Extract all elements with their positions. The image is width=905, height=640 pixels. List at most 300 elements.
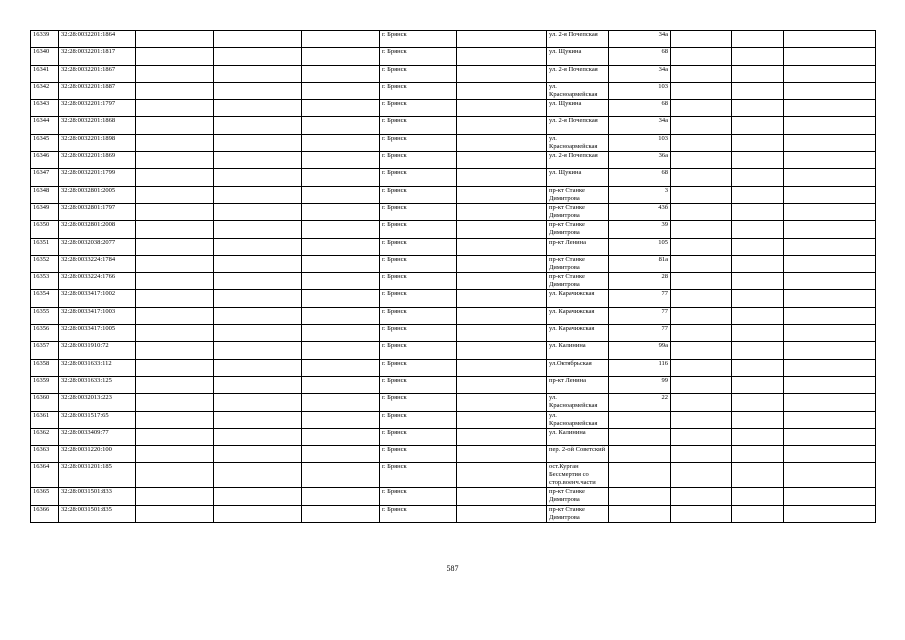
cell-empty [136,238,214,255]
cell-empty [457,505,547,522]
cell-empty [214,359,302,376]
cell-empty [214,273,302,290]
cell-empty [302,31,380,48]
cell-city: г. Брянск [380,505,457,522]
cell-empty [671,117,732,134]
cell-empty [136,290,214,307]
cell-empty [457,488,547,505]
cell-empty [732,488,784,505]
cell-house: 34а [609,117,671,134]
cell-empty [136,255,214,272]
cell-empty [732,203,784,220]
table-row [31,203,876,220]
cell-empty [457,273,547,290]
cell-empty [457,238,547,255]
cell-empty [732,65,784,82]
table-row [31,238,876,255]
cell-street: ул. Калинина [547,342,609,359]
cell-city: г. Брянск [380,152,457,169]
cell-city: г. Брянск [380,376,457,393]
cell-empty [732,446,784,463]
cell-empty [784,134,876,151]
cell-empty [784,117,876,134]
cell-cadastral-number: 32:28:0031910:72 [59,342,136,359]
cell-id: 16355 [31,307,59,324]
cell-empty [784,488,876,505]
cell-empty [302,342,380,359]
cell-empty [732,238,784,255]
cell-cadastral-number: 32:28:0031633:112 [59,359,136,376]
cell-street: ул. Красноармейская [547,394,609,411]
cell-empty [457,428,547,445]
cell-house: 77 [609,307,671,324]
cell-empty [732,134,784,151]
cell-empty [784,376,876,393]
cell-empty [732,505,784,522]
cell-house: 22 [609,394,671,411]
cell-empty [671,290,732,307]
cell-street: ул. Карачижская [547,290,609,307]
cell-empty [302,238,380,255]
cell-empty [136,428,214,445]
cell-empty [457,152,547,169]
cell-empty [671,134,732,151]
cell-house [609,463,671,488]
cell-empty [302,428,380,445]
cell-empty [732,221,784,238]
cell-empty [457,307,547,324]
cell-empty [457,325,547,342]
table-row [31,186,876,203]
cell-empty [214,65,302,82]
cell-empty [671,169,732,186]
table-row [31,307,876,324]
cell-empty [214,394,302,411]
cell-street: ул. Калинина [547,428,609,445]
cell-street: пр-кт Станке Димитрова [547,273,609,290]
cell-empty [457,117,547,134]
cell-empty [457,186,547,203]
cell-empty [302,169,380,186]
cell-house: 43б [609,203,671,220]
cell-empty [784,505,876,522]
cell-empty [671,152,732,169]
cell-empty [671,446,732,463]
cell-house: 99а [609,342,671,359]
cell-empty [784,325,876,342]
table-row [31,152,876,169]
cell-city: г. Брянск [380,307,457,324]
cell-empty [457,221,547,238]
cell-city: г. Брянск [380,48,457,65]
cell-empty [302,100,380,117]
cell-empty [302,203,380,220]
cell-empty [457,376,547,393]
cell-cadastral-number: 32:28:0033409:77 [59,428,136,445]
cell-id: 16366 [31,505,59,522]
cell-street: ул. 2-я Почепская [547,152,609,169]
cell-empty [671,488,732,505]
cell-house [609,411,671,428]
cell-empty [136,342,214,359]
cell-empty [302,65,380,82]
cell-street: ул. 2-я Почепская [547,117,609,134]
cell-house: 81а [609,255,671,272]
cell-empty [136,169,214,186]
cell-empty [302,186,380,203]
cell-empty [214,221,302,238]
cell-id: 16345 [31,134,59,151]
cell-id: 16358 [31,359,59,376]
cell-empty [732,307,784,324]
cell-empty [457,48,547,65]
cell-empty [671,411,732,428]
cell-empty [732,255,784,272]
cell-empty [784,273,876,290]
cell-id: 16344 [31,117,59,134]
cell-empty [302,446,380,463]
cell-cadastral-number: 32:28:0033417:1002 [59,290,136,307]
cell-empty [732,82,784,99]
cell-empty [732,117,784,134]
cell-street: ул. Карачижская [547,307,609,324]
table-row [31,221,876,238]
cell-street: ост.Курган Бессмертия со стор.военч.части [547,463,609,488]
cell-empty [214,48,302,65]
table-row [31,273,876,290]
cell-empty [671,505,732,522]
table-row [31,48,876,65]
cell-city: г. Брянск [380,238,457,255]
cell-id: 16349 [31,203,59,220]
cell-empty [136,273,214,290]
cell-id: 16359 [31,376,59,393]
cell-cadastral-number: 32:28:0032013:223 [59,394,136,411]
cell-empty [457,100,547,117]
cell-empty [214,428,302,445]
cell-empty [302,134,380,151]
cell-city: г. Брянск [380,463,457,488]
cell-empty [136,394,214,411]
cell-city: г. Брянск [380,203,457,220]
cell-empty [671,82,732,99]
cell-cadastral-number: 32:28:0032801:2008 [59,221,136,238]
cell-house [609,446,671,463]
cell-id: 16364 [31,463,59,488]
table-row [31,82,876,99]
cell-empty [214,290,302,307]
cell-empty [732,325,784,342]
cell-city: г. Брянск [380,359,457,376]
cell-city: г. Брянск [380,82,457,99]
table-row [31,463,876,488]
cell-empty [671,221,732,238]
cell-empty [136,186,214,203]
cell-id: 16354 [31,290,59,307]
cell-empty [784,255,876,272]
cell-empty [784,31,876,48]
cell-id: 16350 [31,221,59,238]
cell-empty [671,307,732,324]
cell-empty [302,117,380,134]
cell-empty [302,48,380,65]
cell-empty [784,238,876,255]
cell-id: 16342 [31,82,59,99]
cell-id: 16357 [31,342,59,359]
cell-cadastral-number: 32:28:0033417:1003 [59,307,136,324]
cell-cadastral-number: 32:28:0031501:835 [59,505,136,522]
cell-house [609,488,671,505]
cell-empty [214,307,302,324]
cell-empty [784,411,876,428]
cell-id: 16348 [31,186,59,203]
cell-house: 34а [609,31,671,48]
cell-empty [457,411,547,428]
cell-empty [732,411,784,428]
cell-street: ул.Октябрьская [547,359,609,376]
table-row [31,65,876,82]
cell-house: 116 [609,359,671,376]
cell-empty [214,100,302,117]
table-row [31,134,876,151]
cell-street: ул. Красноармейская [547,134,609,151]
table-row [31,376,876,393]
cell-empty [136,325,214,342]
cell-house: 68 [609,100,671,117]
table-row [31,446,876,463]
table-row [31,488,876,505]
cell-cadastral-number: 32:28:0032201:1867 [59,65,136,82]
cell-empty [457,463,547,488]
cell-city: г. Брянск [380,325,457,342]
cell-city: г. Брянск [380,273,457,290]
cell-street: ул. Щукина [547,169,609,186]
cell-empty [214,169,302,186]
cell-city: г. Брянск [380,221,457,238]
cell-empty [671,31,732,48]
cell-empty [214,411,302,428]
cell-empty [136,307,214,324]
cell-cadastral-number: 32:28:0032201:1799 [59,169,136,186]
cell-cadastral-number: 32:28:0033224:1784 [59,255,136,272]
cell-id: 16353 [31,273,59,290]
cell-empty [214,446,302,463]
cell-house: 68 [609,169,671,186]
cell-empty [136,446,214,463]
table-row [31,411,876,428]
cell-street: ул. Щукина [547,48,609,65]
cell-empty [671,394,732,411]
cell-street: пр-кт Станке Димитрова [547,488,609,505]
cell-empty [457,203,547,220]
cell-empty [732,428,784,445]
table-row [31,428,876,445]
table-row [31,31,876,48]
cell-cadastral-number: 32:28:0031201:185 [59,463,136,488]
cell-empty [457,65,547,82]
cell-city: г. Брянск [380,31,457,48]
cell-city: г. Брянск [380,169,457,186]
cell-empty [671,359,732,376]
cell-house: 39 [609,221,671,238]
cell-street: пр-кт Станке Димитрова [547,505,609,522]
cell-empty [732,463,784,488]
cell-empty [457,290,547,307]
cell-empty [302,221,380,238]
cell-empty [784,428,876,445]
cell-house: 68 [609,48,671,65]
cell-empty [457,359,547,376]
cell-empty [784,82,876,99]
cell-empty [214,463,302,488]
cell-empty [784,342,876,359]
cell-empty [457,394,547,411]
cell-street: ул. 2-я Почепская [547,65,609,82]
cell-empty [214,376,302,393]
cell-empty [302,394,380,411]
cell-street: пр-кт Станке Димитрова [547,221,609,238]
cell-house: 34а [609,65,671,82]
cell-cadastral-number: 32:28:0031517:65 [59,411,136,428]
cell-empty [457,446,547,463]
cell-empty [302,488,380,505]
cell-empty [214,31,302,48]
cell-empty [784,152,876,169]
cell-empty [784,394,876,411]
cell-empty [457,255,547,272]
cell-empty [302,290,380,307]
cell-cadastral-number: 32:28:0032201:1868 [59,117,136,134]
cell-empty [136,100,214,117]
cell-id: 16365 [31,488,59,505]
cell-empty [302,273,380,290]
cell-house [609,428,671,445]
cell-cadastral-number: 32:28:0032201:1864 [59,31,136,48]
cell-street: ул. Красноармейская [547,411,609,428]
cell-city: г. Брянск [380,446,457,463]
cell-cadastral-number: 32:28:0032201:1797 [59,100,136,117]
cell-house [609,505,671,522]
cell-id: 16362 [31,428,59,445]
cell-cadastral-number: 32:28:0032201:1898 [59,134,136,151]
cell-city: г. Брянск [380,342,457,359]
cell-city: г. Брянск [380,488,457,505]
cell-empty [136,505,214,522]
cell-empty [671,325,732,342]
cell-id: 16343 [31,100,59,117]
cell-city: г. Брянск [380,290,457,307]
cell-empty [457,342,547,359]
cell-empty [784,221,876,238]
cell-empty [671,463,732,488]
cell-empty [732,273,784,290]
table-row [31,342,876,359]
cell-house: 105 [609,238,671,255]
cell-house: 28 [609,273,671,290]
cell-empty [302,411,380,428]
cell-street: пр-кт Ленина [547,376,609,393]
table-row [31,359,876,376]
cell-empty [784,48,876,65]
page-number: 587 [446,564,459,573]
cell-city: г. Брянск [380,411,457,428]
cell-cadastral-number: 32:28:0033224:1766 [59,273,136,290]
cell-cadastral-number: 32:28:0032801:2005 [59,186,136,203]
table-body [31,31,876,523]
cell-empty [302,505,380,522]
cell-cadastral-number: 32:28:0032038:2077 [59,238,136,255]
cell-empty [136,82,214,99]
cell-city: г. Брянск [380,255,457,272]
cell-empty [784,307,876,324]
cell-empty [457,82,547,99]
cell-id: 16347 [31,169,59,186]
cell-empty [732,186,784,203]
cell-id: 16361 [31,411,59,428]
cell-empty [732,376,784,393]
cell-empty [136,376,214,393]
cell-empty [136,359,214,376]
cell-empty [457,169,547,186]
cell-empty [784,446,876,463]
cell-empty [302,463,380,488]
cell-empty [214,255,302,272]
cell-house: 77 [609,290,671,307]
cell-empty [671,100,732,117]
table-row [31,505,876,522]
cell-city: г. Брянск [380,65,457,82]
cell-street: ул. Щукина [547,100,609,117]
cell-cadastral-number: 32:28:0032801:1797 [59,203,136,220]
cell-empty [732,290,784,307]
cell-cadastral-number: 32:28:0033417:1005 [59,325,136,342]
cell-empty [136,463,214,488]
cell-empty [214,203,302,220]
cell-cadastral-number: 32:28:0031501:833 [59,488,136,505]
cell-empty [784,359,876,376]
cell-house: 77 [609,325,671,342]
cell-street: пр-кт Станке Димитрова [547,186,609,203]
cell-empty [302,376,380,393]
cell-empty [302,359,380,376]
cell-empty [671,428,732,445]
table-row [31,100,876,117]
cell-empty [302,325,380,342]
cell-empty [214,152,302,169]
cell-empty [671,186,732,203]
cell-street: пр-кт Ленина [547,238,609,255]
cell-empty [302,82,380,99]
cell-empty [732,152,784,169]
cell-empty [784,65,876,82]
table-row [31,255,876,272]
table-row [31,169,876,186]
cell-cadastral-number: 32:28:0032201:1887 [59,82,136,99]
cell-cadastral-number: 32:28:0032201:1869 [59,152,136,169]
cell-house: 36а [609,152,671,169]
cell-empty [784,186,876,203]
cell-empty [136,117,214,134]
cell-id: 16360 [31,394,59,411]
cell-empty [136,411,214,428]
cell-empty [671,238,732,255]
cell-city: г. Брянск [380,186,457,203]
table-row [31,117,876,134]
cell-empty [671,376,732,393]
cell-id: 16340 [31,48,59,65]
cell-empty [136,31,214,48]
cell-city: г. Брянск [380,394,457,411]
